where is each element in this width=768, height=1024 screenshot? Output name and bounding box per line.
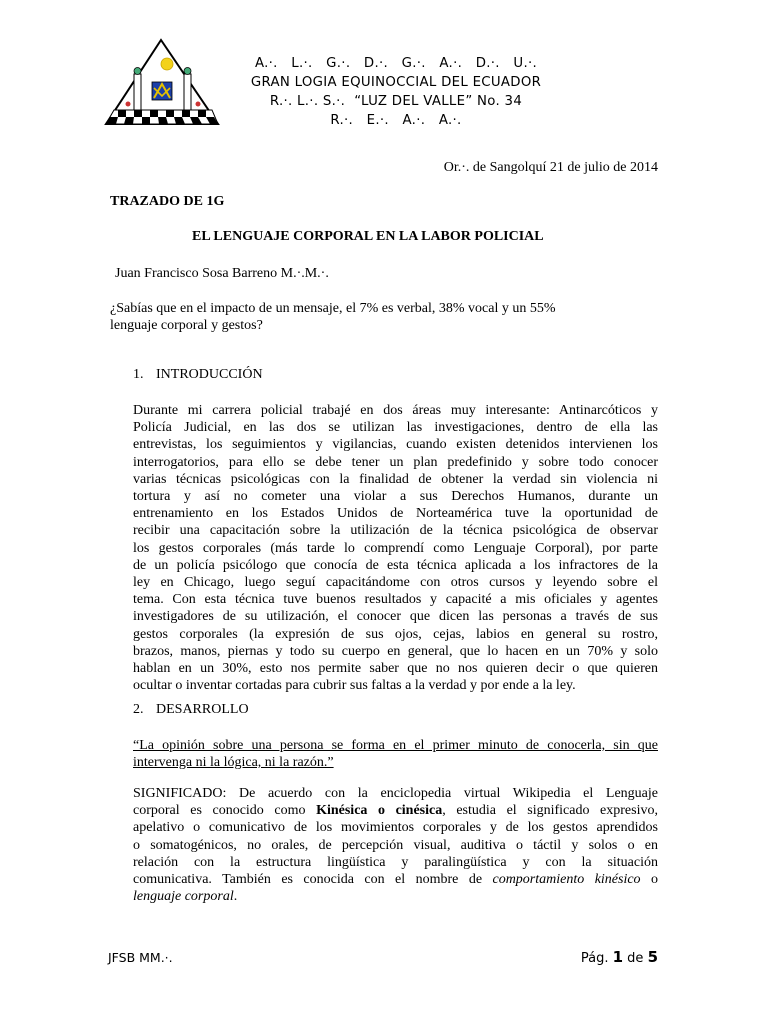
header-line-3: R.·. L.·. S.·. “LUZ DEL VALLE” No. 34 [269,94,523,109]
section-desarrollo-heading [133,702,249,718]
header-line-4: R.·. E.·. A.·. A.·. [330,113,462,128]
page-of: de [627,951,644,966]
intro-line: entrevistas, los seguimientos y vigilancias, cuando existen detenidos intervienen los [133,437,658,453]
italic-term: lenguaje corporal [133,889,234,905]
lodge-header [226,54,566,130]
question-line-1: ¿Sabías que en el impacto de un mensaje, el 7% es verbal, 38% vocal y un 55% [110,301,556,316]
header-line-2: GRAN LOGIA EQUINOCCIAL DEL ECUADOR [250,75,542,90]
quote-block [133,737,658,771]
italic-term: comportamiento kinésico [492,872,641,888]
kinesica-term: Kinésica o cinésica [316,803,443,819]
author-name: Juan Francisco Sosa Barreno M.·.M.·. [115,266,329,281]
header-line-1: A.·. L.·. G.·. D.·. G.·. A.·. D.·. U.·. [254,56,538,71]
checkered-floor-icon [106,110,218,124]
intro-line: gestos corporales (la expresión de sus ojos, cejas, labios en general su rostro, [133,626,658,642]
significado-line: apelativo o comunicativo de los movimientos corporales y de los gestos aprendidos [133,820,658,836]
section-title: DESARROLLO [156,702,249,717]
significado-line: SIGNIFICADO: De acuerdo con la enciclopedia virtual Wikipedia el Lenguaje [133,786,658,801]
intro-line: Durante mi carrera policial trabajé en dos áreas muy interesante: Antinarcóticos y [133,403,658,418]
intro-line: los gestos corporales (más tarde lo comprendí como Lenguaje Corporal), por parte [133,540,658,556]
section-introduccion-heading [133,367,263,383]
page-label: Pág. [580,951,609,966]
significado-line: o somatogénicos, no orales, de percepción visual, auditiva o táctil y solos o en [133,837,658,853]
question-line-2: lenguaje corporal y gestos? [110,318,263,333]
introduction-paragraph [133,402,658,694]
intro-line: hablan en un 30%, esto nos permite saber que no nos quieren decir o que quieren [133,661,658,677]
opening-question [110,300,556,334]
significado-paragraph [133,785,658,905]
intro-line: tema. Con esta técnica tuve buenos resultados y capacité a mis oficiales y agentes [133,592,658,608]
section-number: 2. [133,702,144,717]
intro-line: recibir una capacitación sobre la utilización de la técnica psicológica de observar [133,523,658,539]
intro-line: interrogatorios, para ello se debe tener un plan predefinido y sobre todo conocer [133,454,658,470]
significado-line: comunicativa. También es conocida con el nombre de comportamiento kinésico o [133,872,659,888]
section-title: INTRODUCCIÓN [156,367,263,382]
footer-initials: JFSB MM.·. [108,950,173,965]
section-number: 1. [133,367,144,382]
intro-line: investigadores de su utilización, el conocer que dicen las personas a través de sus [133,609,658,625]
document-date: Or.·. de Sangolquí 21 de julio de 2014 [443,160,658,175]
quote-line-1: “La opinión sobre una persona se forma en el primer minuto de conocerla, sin que [133,738,658,753]
significado-line: relación con la estructura lingüística y paralingüística y con la situación [133,854,658,870]
document-title: EL LENGUAJE CORPORAL EN LA LABOR POLICIAL [192,229,544,244]
significado-line: lenguaje corporal. [133,889,238,905]
intro-line: brazos, manos, piernas y todo su cuerpo en general, que lo hacen en un 70% y solo [133,643,658,659]
masonic-emblem-logo [104,38,222,128]
significado-line: corporal es conocido como Kinésica o cinésica, estudia el significado expresivo, [133,803,658,819]
intro-line: de un policía psicólogo que conocía de esta técnica aplicada a los infractores de la [133,557,658,573]
quote-line-2: intervenga ni la lógica, ni la razón.” [133,755,334,770]
document-type: TRAZADO DE 1G [110,194,225,209]
intro-line: entrenamiento en los Estados Unidos de Norteamérica tuve la oportunidad de [133,506,658,522]
page-current: 1 [612,948,624,966]
intro-line: Policía Judicial, en las dos se utilizan las investigaciones, dentro de ella las [133,420,658,436]
intro-line: varias técnicas psicológicas con la finalidad de obtener la verdad sin violencia ni [133,471,658,487]
page-total: 5 [647,948,658,966]
intro-line: ocultar o inventar cortadas para cubrir sus faltas a la verdad y por ende a la ley. [133,678,576,694]
intro-line: ley en Chicago, luego seguí capacitándome con otros cursos y leyendo sobre el [133,575,658,591]
intro-line: tortura y así no cometer una violar a sus Derechos Humanos, durante un [133,489,658,505]
page-number [581,948,658,966]
